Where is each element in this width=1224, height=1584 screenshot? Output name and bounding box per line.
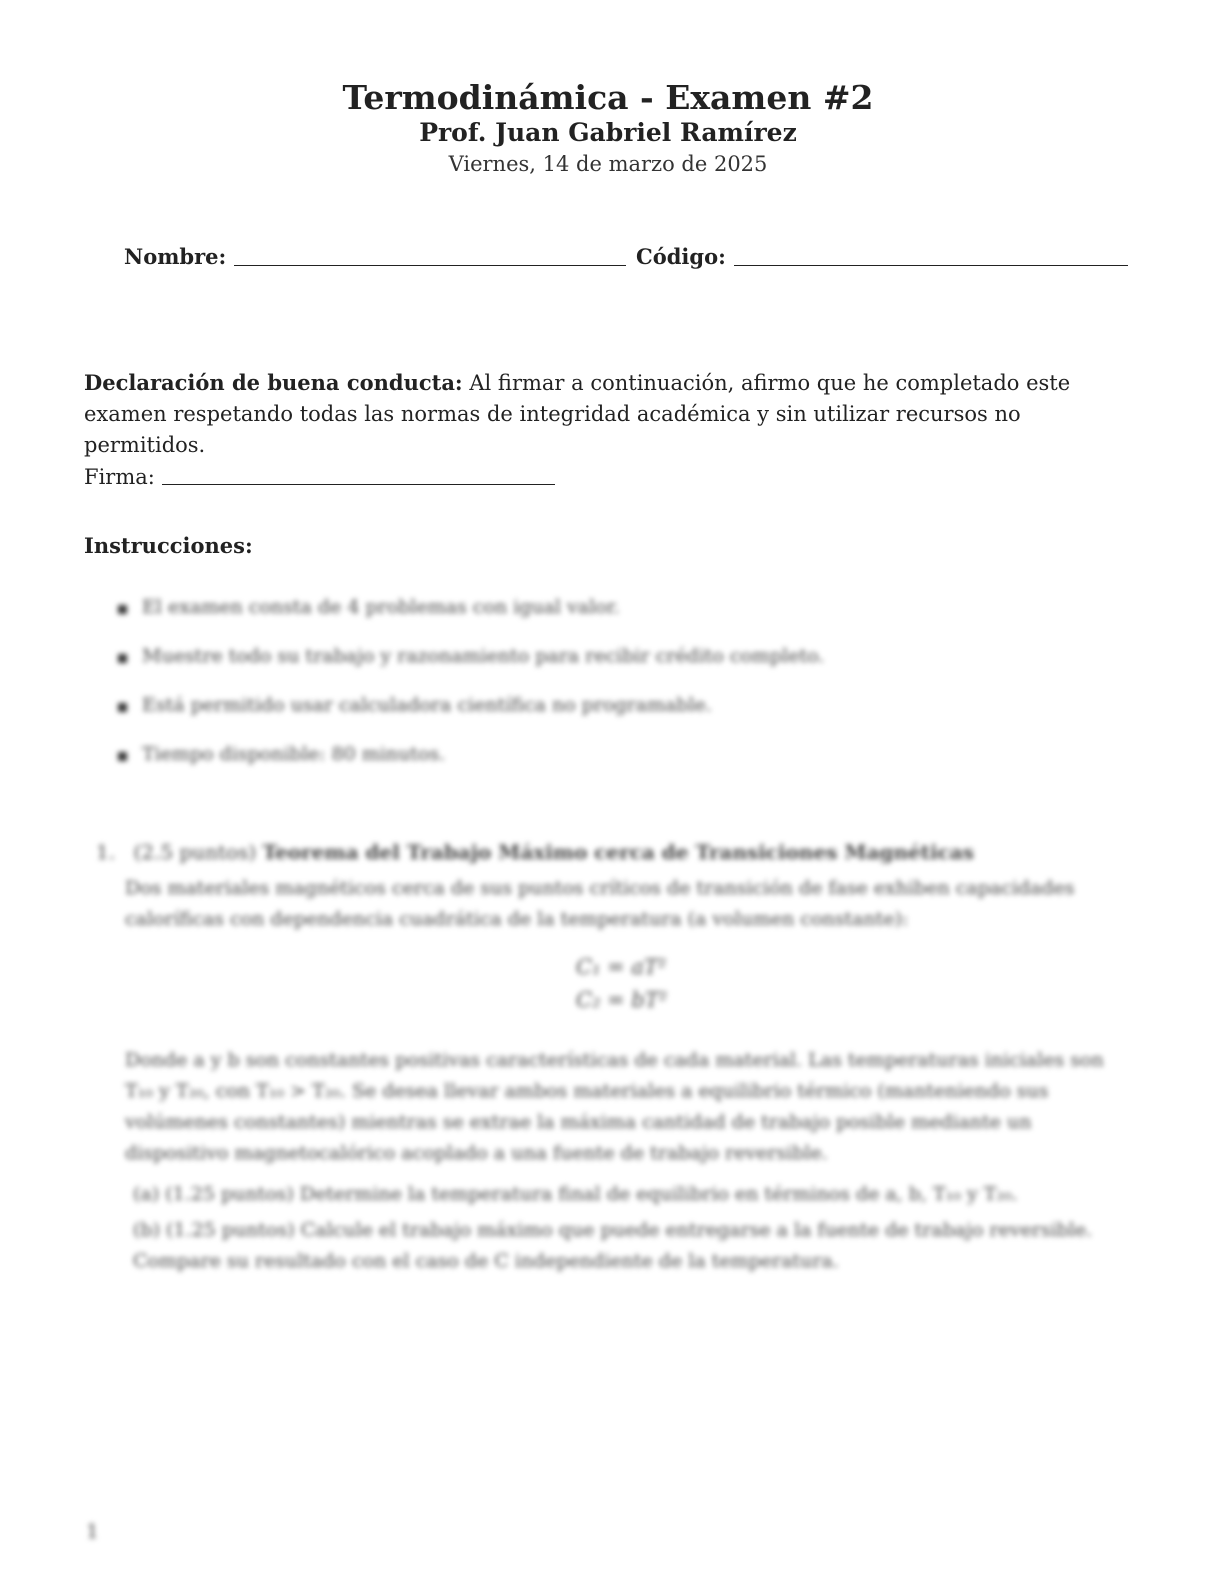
- exam-title: Termodinámica - Examen #2: [342, 78, 874, 117]
- problem-number: 1.: [96, 840, 116, 864]
- instructions-heading: Instrucciones:: [84, 533, 253, 558]
- code-label: Código:: [636, 244, 726, 269]
- instruction-item: Está permitido usar calculadora científica no programable.: [118, 694, 712, 716]
- declaration-text: Al firmar a continuación, afirmo que he completado este examen respetando todas las normas de integridad académica y sin utilizar recursos no permitidos.: [84, 371, 1071, 457]
- declaration-label: Declaración de buena conducta:: [84, 370, 463, 395]
- name-field[interactable]: [234, 265, 626, 266]
- problem-points: (2.5 puntos): [133, 840, 257, 864]
- problem-intro: Dos materiales magnéticos cerca de sus puntos críticos de transición de fase exhiben capacidades caloríficas con dependencia cuadrática de la temperatura (a volumen constante):: [125, 877, 1075, 930]
- code-field[interactable]: [734, 265, 1128, 266]
- professor-name: Prof. Juan Gabriel Ramírez: [419, 118, 797, 147]
- signature-field[interactable]: [162, 484, 555, 485]
- signature-label: Firma:: [84, 465, 155, 489]
- problem-part-a: (a) (1.25 puntos) Determine la temperatura final de equilibrio en términos de a, b, T₁₀ y T₂₀.: [133, 1183, 1018, 1205]
- instruction-item: Tiempo disponible: 80 minutos.: [118, 743, 445, 765]
- equation-c1: C₁ = aT²: [576, 955, 667, 979]
- exam-date: Viernes, 14 de marzo de 2025: [448, 152, 768, 176]
- instruction-item: Muestre todo su trabajo y razonamiento para recibir crédito completo.: [118, 645, 824, 667]
- problem-title: Teorema del Trabajo Máximo cerca de Transiciones Magnéticas: [262, 840, 974, 864]
- equation-c2: C₂ = bT²: [576, 988, 668, 1012]
- problem-body: Donde a y b son constantes positivas características de cada material. Las temperaturas iniciales son T₁₀ y T₂₀, con T₁₀ > T₂₀. Se desea llevar ambos materiales a equilibrio térmico (manteniendo sus volúmenes constantes) mientras se extrae la máxima cantidad de trabajo posible mediante un dispositivo magnetocalórico acoplado a una fuente de trabajo reversible.: [125, 1049, 1104, 1164]
- name-label: Nombre:: [124, 244, 227, 269]
- declaration: [84, 367, 1134, 461]
- problem-heading: [96, 840, 974, 864]
- instruction-item: El examen consta de 4 problemas con igual valor.: [118, 596, 620, 618]
- page-number: 1: [86, 1519, 99, 1543]
- problem-part-b: (b) (1.25 puntos) Calcule el trabajo máximo que puede entregarse a la fuente de trabajo reversible. Compare su resultado con el caso de C independiente de la temperatura.: [133, 1219, 1093, 1272]
